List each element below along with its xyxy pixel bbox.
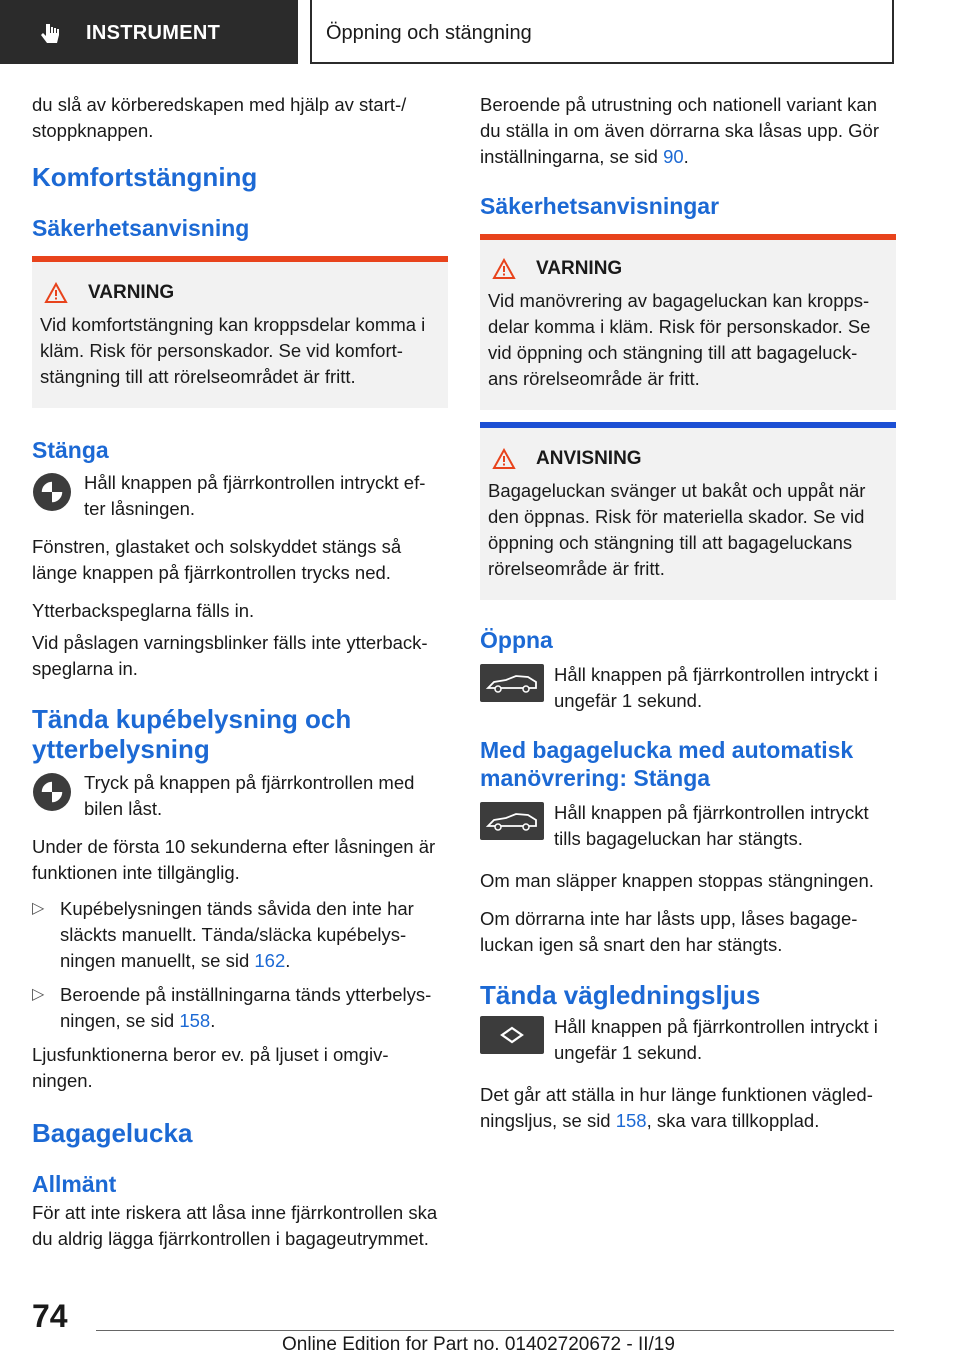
guide-light-button-icon [480,1016,544,1054]
warning-triangle-icon [44,282,68,304]
notice-text: Bagageluckan svänger ut bakåt och uppåt när den öppnas. Risk för materiella skador. Se vid öppning och stängning till att bagageluckans rörelseområde är fritt. [488,480,866,579]
bullet-list [32,896,448,1034]
warning-title: VARNING [88,282,175,303]
lock-button-icon [32,472,72,512]
warning-text: Vid manövrering av bagageluckan kan kropps- delar komma i kläm. Risk för personskador. Se vid öppning och stängning till att bagageluck- ans rörelseområde är fritt. [488,290,871,389]
list-item: ▷ Beroende på inställningarna tänds ytterbelys- ningen, se sid 158. [32,984,432,1031]
tanda-heading: Tända kupébelysning och ytterbelysning [32,704,352,764]
notice-box [480,422,896,600]
page-link[interactable]: 90 [663,146,684,167]
warning-box [480,234,896,410]
komfort-heading: Komfortstängning [32,162,258,192]
paragraph: Om man släpper knappen stoppas stängningen. [480,870,874,891]
warning-box [32,256,448,408]
list-item: ▷ Kupébelysningen tänds såvida den inte har släckts manuellt. Tända/släcka kupébelys- ningen manuellt, se sid 162. [32,898,414,971]
footer-divider [96,1330,894,1331]
notice-title: ANVISNING [536,448,642,469]
vag-heading: Tända vägledningsljus [480,980,761,1010]
page-link[interactable]: 158 [179,1010,211,1031]
trunk-key-row [480,662,896,714]
warning-title: VARNING [536,258,623,279]
paragraph: Vid påslagen varningsblinker fälls inte ytterback- speglarna in. [32,632,428,679]
trunk-key-row [480,800,896,852]
paragraph: Under de första 10 sekunderna efter låsningen är funktionen inte tillgänglig. [32,836,436,883]
hand-pointer-icon [36,20,64,48]
section-title: INSTRUMENT [86,22,221,44]
paragraph: Det går att ställa in hur länge funktionen vägled- ningsljus, se sid 158, ska vara tillkopplad. [480,1084,873,1131]
page-link[interactable]: 162 [254,950,286,971]
page-header [0,0,960,66]
auto-instruction: Håll knappen på fjärrkontrollen intryckt tills bagageluckan har stängts. [554,802,869,849]
triangle-bullet-icon: ▷ [32,900,45,917]
paragraph: Om dörrarna inte har låsts upp, låses bagage- luckan igen så snart den har stängts. [480,908,858,955]
stanga-instruction: Håll knappen på fjärrkontrollen intryckt ef- ter låsningen. [84,472,426,519]
page-link[interactable]: 158 [615,1110,647,1131]
paragraph: Fönstren, glastaket och solskyddet stängs så länge knappen på fjärrkontrollen trycks ned. [32,536,402,583]
paragraph: För att inte riskera att låsa inne fjärrkontrollen ska du aldrig lägga fjärrkontrollen i bagageutrymmet. [32,1202,438,1249]
right-column [480,92,896,1134]
sakerhet-heading: Säkerhetsanvisning [32,215,250,241]
page-number: 74 [32,1298,68,1334]
left-column [32,92,448,1252]
guide-light-key-row [480,1014,896,1066]
sakerhet-heading: Säkerhetsanvisningar [480,193,720,219]
warning-triangle-icon [492,258,516,280]
bagage-heading: Bagagelucka [32,1118,193,1148]
oppna-heading: Öppna [480,627,553,653]
lock-key-row [32,470,448,522]
oppna-instruction: Håll knappen på fjärrkontrollen intryckt i ungefär 1 sekund. [554,664,878,711]
auto-heading: Med bagagelucka med automatisk manövrering: Stänga [480,737,854,791]
trunk-button-icon [480,802,544,840]
intro-paragraph: Beroende på utrustning och nationell variant kan du ställa in om även dörrarna ska låsas upp. Gör inställningarna, se sid 90. [480,94,879,167]
vag-instruction: Håll knappen på fjärrkontrollen intryckt i ungefär 1 sekund. [554,1016,878,1063]
tanda-instruction: Tryck på knappen på fjärrkontrollen med bilen låst. [84,772,415,819]
paragraph: Ytterbackspeglarna fälls in. [32,600,255,621]
stanga-heading: Stänga [32,437,109,463]
allmant-heading: Allmänt [32,1171,117,1197]
intro-paragraph: du slå av körberedskapen med hjälp av start-/ stoppknappen. [32,94,407,141]
paragraph: Ljusfunktionerna beror ev. på ljuset i omgiv- ningen. [32,1044,389,1091]
chapter-title: Öppning och stängning [326,22,532,44]
trunk-button-icon [480,664,544,702]
lock-key-row [32,770,448,822]
lock-button-icon [32,772,72,812]
warning-triangle-icon [492,448,516,470]
triangle-bullet-icon: ▷ [32,986,45,1003]
edition-text: Online Edition for Part no. 01402720672 - II/19 [282,1334,675,1355]
warning-text: Vid komfortstängning kan kroppsdelar komma i kläm. Risk för personskador. Se vid komfort- stängning till att rörelseområdet är fritt. [40,314,426,387]
